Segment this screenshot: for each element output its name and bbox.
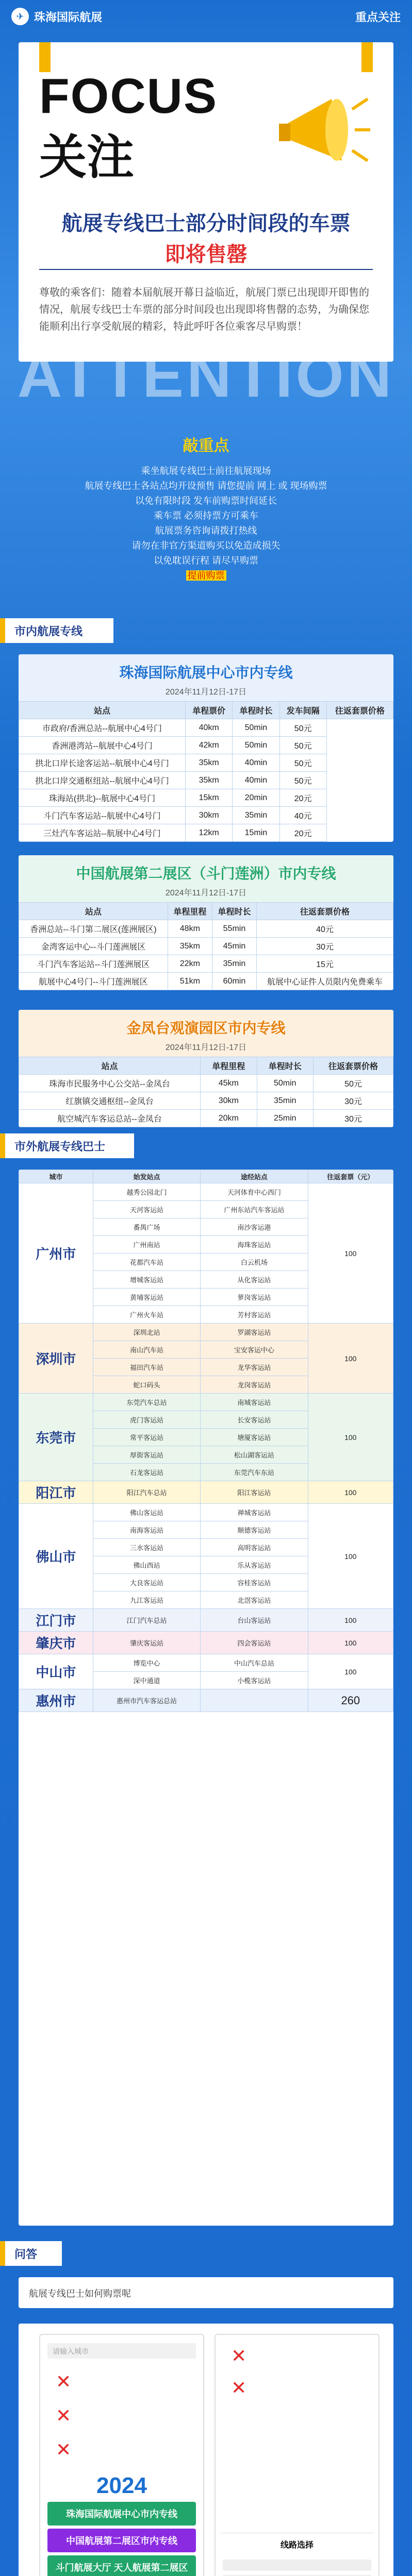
table-cell: 30元 <box>256 938 393 955</box>
table-cell: 50元 <box>279 737 326 754</box>
table-cell: 35km <box>186 772 233 789</box>
table-cell: 拱北口岸长途客运站--航展中心4号门 <box>19 754 186 772</box>
table-cell: 博览中心 <box>93 1654 200 1672</box>
price-cell: 100 <box>308 1632 393 1654</box>
table1-title: 珠海国际航展中心市内专线 <box>19 654 393 685</box>
city-cell: 广州市 <box>19 1183 93 1324</box>
table-cell: 50元 <box>314 1075 393 1092</box>
table-cell: 40min <box>233 754 279 772</box>
table-row <box>19 737 393 754</box>
table-cell: 金湾客运中心--斗门莲洲展区 <box>19 938 168 955</box>
table-cell: 惠州市汽车客运总站 <box>93 1689 200 1712</box>
table-row <box>19 772 393 789</box>
close-icon: ✕ <box>231 2345 247 2366</box>
table-cell: 红旗镇交通枢纽--金凤台 <box>19 1092 201 1110</box>
table-cell: 广州东站汽车客运站 <box>201 1201 308 1218</box>
table-cell: 50min <box>257 1075 313 1092</box>
table-row <box>19 938 393 955</box>
table-cell: 35min <box>233 807 279 824</box>
table-cell: 市政府/香洲总站--航展中心4号门 <box>19 719 186 737</box>
table-cell: 小榄客运站 <box>201 1672 308 1689</box>
table-row <box>19 1324 393 1341</box>
table-cell: 51km <box>168 973 212 990</box>
table-cell: 厚街客运站 <box>93 1446 200 1464</box>
table-cell: 常平客运站 <box>93 1429 200 1446</box>
table-header: 单程票价 <box>186 702 233 719</box>
table-cell: 50min <box>233 737 279 754</box>
table-cell: 35min <box>212 955 256 973</box>
pin-decoration <box>361 42 373 72</box>
table-row <box>19 1092 393 1110</box>
close-icon: ✕ <box>56 2371 72 2392</box>
table-header: 单程时长 <box>233 702 279 719</box>
table-cell: 广州南站 <box>93 1236 200 1253</box>
table-row <box>19 920 393 938</box>
price-cell: 100 <box>308 1183 393 1324</box>
hero-title-line2: 即将售罄 <box>164 243 248 266</box>
table-cell: 江门汽车总站 <box>93 1609 200 1632</box>
table-row <box>19 824 393 842</box>
table-row <box>19 1689 393 1712</box>
table-cell: 60min <box>212 973 256 990</box>
table-cell: 顺德客运站 <box>201 1521 308 1539</box>
table-cell: 拱北口岸交通枢纽站--航展中心4号门 <box>19 772 186 789</box>
table-cell: 45km <box>201 1075 257 1092</box>
table-cell: 罗湖客运站 <box>201 1324 308 1341</box>
table-row <box>19 1183 393 1201</box>
key-line: 以免耽误行程 请尽早购票 <box>154 555 258 566</box>
table-cell: 台山客运站 <box>201 1609 308 1632</box>
table-cell: 东莞汽车总站 <box>93 1394 200 1411</box>
city-cell: 东莞市 <box>19 1394 93 1481</box>
table-cell: 宝安客运中心 <box>201 1341 308 1359</box>
notice-text: 尊敬的乘客们：随着本届航展开幕日益临近，航展门票已出现即开即售的情况，航展专线巴士车票的部分时间段也出现即将售罄的态势，为确保您能顺利出行享受航展的精彩，特此呼吁各位乘客尽早购票！ <box>39 287 369 332</box>
table-cell: 55min <box>212 920 256 938</box>
table2-title: 中国航展第二展区（斗门莲洲）市内专线 <box>19 855 393 886</box>
table-cell: 乐从客运站 <box>201 1556 308 1574</box>
table-header: 单程时长 <box>257 1057 313 1075</box>
table-cell: 南城客运站 <box>201 1394 308 1411</box>
table-cell: 花都汽车站 <box>93 1253 200 1271</box>
table2-subtitle: 2024年11月12日-17日 <box>19 886 393 902</box>
table-header: 站点 <box>19 903 168 920</box>
table-cell: 佛山西站 <box>93 1556 200 1574</box>
focus-tag: 重点关注 <box>355 10 401 24</box>
banner-year: 2024 <box>96 2473 147 2498</box>
table-cell: 斗门汽车客运站--斗门莲洲展区 <box>19 955 168 973</box>
table-cell: 15元 <box>256 955 393 973</box>
top-bar <box>0 0 412 33</box>
outer-table <box>19 1170 393 1712</box>
price-cell: 100 <box>308 1394 393 1481</box>
table-row <box>19 1504 393 1521</box>
city-cell: 江门市 <box>19 1609 93 1632</box>
guanzhu-heading: 关注 <box>39 131 135 184</box>
table-cell: 容桂客运站 <box>201 1574 308 1591</box>
city-cell: 佛山市 <box>19 1504 93 1609</box>
table-header: 单程里程 <box>201 1057 257 1075</box>
section-city-bar: 市内航展专线 <box>0 618 113 643</box>
key-line: 航展专线巴士各站点均开设预售 请您提前 网上 或 现场购票 <box>85 481 327 491</box>
table-cell: 50元 <box>279 754 326 772</box>
table-cell: 航展中心证件人员限内免费乘车 <box>256 973 393 990</box>
table-cell: 22km <box>168 955 212 973</box>
key-line: 乘车票 必须持票方可乘车 <box>154 511 258 521</box>
table-cell: 50元 <box>279 772 326 789</box>
table-cell: 海珠客运站 <box>201 1236 308 1253</box>
table-cell: 肇庆客运站 <box>93 1632 200 1654</box>
table-cell: 40元 <box>279 807 326 824</box>
table-row <box>19 789 393 807</box>
table-cell: 长安客运站 <box>201 1411 308 1429</box>
table2 <box>19 902 393 990</box>
table-cell: 南山汽车站 <box>93 1341 200 1359</box>
close-icon: ✕ <box>56 2439 72 2460</box>
city-cell: 肇庆市 <box>19 1632 93 1654</box>
table-cell: 50min <box>233 719 279 737</box>
table-cell: 龙岗客运站 <box>201 1376 308 1394</box>
table-cell: 四会客运站 <box>201 1632 308 1654</box>
route-option-3[interactable]: 斗门航展大厅 天人航展第二展区 <box>47 2555 196 2576</box>
section-qa-bar: 问答 <box>0 2241 62 2266</box>
table-cell: 48km <box>168 920 212 938</box>
price-cell: 100 <box>308 1481 393 1504</box>
table-cell: 30km <box>201 1092 257 1110</box>
table-header: 往返套票价格 <box>326 702 393 719</box>
table-cell: 芳村客运站 <box>201 1306 308 1324</box>
table-row <box>19 1654 393 1672</box>
table-row <box>19 973 393 990</box>
outer-table-card <box>19 1170 393 2226</box>
attention-watermark: ATTENTION <box>17 341 395 410</box>
table-cell: 40min <box>233 772 279 789</box>
table-row <box>19 807 393 824</box>
table-cell: 40km <box>186 719 233 737</box>
focus-heading: FOCUS <box>39 69 218 124</box>
table-cell: 萝岗客运站 <box>201 1289 308 1306</box>
table-row <box>19 1609 393 1632</box>
table-cell: 阳江客运站 <box>201 1481 308 1504</box>
panel-title: 线路选择 <box>221 2533 373 2555</box>
table-cell: 35min <box>257 1092 313 1110</box>
divider <box>39 269 373 270</box>
table-cell: 42km <box>186 737 233 754</box>
table-header: 往返套票（元） <box>308 1170 393 1183</box>
table-cell: 斗门汽车客运站--航展中心4号门 <box>19 807 186 824</box>
table-header: 站点 <box>19 1057 201 1075</box>
city-cell: 中山市 <box>19 1654 93 1689</box>
table-cell: 35km <box>168 938 212 955</box>
section-outer-bar: 市外航展专线巴士 <box>0 1133 134 1158</box>
table-row <box>19 719 393 737</box>
table-cell: 20min <box>233 789 279 807</box>
table-cell: 广州火车站 <box>93 1306 200 1324</box>
table-cell: 30元 <box>314 1092 393 1110</box>
table-cell: 航展中心4号门--斗门莲洲展区 <box>19 973 168 990</box>
price-cell: 100 <box>308 1654 393 1689</box>
route-option-2[interactable]: 中国航展第二展区市内专线 <box>47 2529 196 2552</box>
table-cell: 35km <box>186 754 233 772</box>
table-row <box>19 955 393 973</box>
table-cell: 25min <box>257 1110 313 1127</box>
table-header: 发车间隔 <box>279 702 326 719</box>
panel-row[interactable] <box>223 2560 371 2571</box>
brand-name: 珠海国际航展 <box>34 10 103 24</box>
hero-card <box>19 42 393 362</box>
table-cell: 珠海站(拱北)--航展中心4号门 <box>19 789 186 807</box>
megaphone-icon <box>270 78 373 181</box>
table-cell: 阳江汽车总站 <box>93 1481 200 1504</box>
table-cell: 12km <box>186 824 233 842</box>
table-cell: 20元 <box>279 824 326 842</box>
price-cell: 100 <box>308 1609 393 1632</box>
table-header: 始发站点 <box>93 1170 200 1183</box>
table-cell: 三水客运站 <box>93 1539 200 1556</box>
table-cell: 30元 <box>314 1110 393 1127</box>
search-input[interactable]: 请输入城市 <box>47 2343 196 2359</box>
table3-title: 金凤台观演园区市内专线 <box>19 1010 393 1041</box>
table-cell: 北滘客运站 <box>201 1591 308 1609</box>
table-cell: 南沙客运港 <box>201 1218 308 1236</box>
table-cell: 南海客运站 <box>93 1521 200 1539</box>
table-cell: 30km <box>186 807 233 824</box>
price-cell: 260 <box>308 1689 393 1712</box>
table-cell: 珠海市民服务中心公交站--金凤台 <box>19 1075 201 1092</box>
table-cell: 东莞汽车东站 <box>201 1464 308 1481</box>
table-cell: 45min <box>212 938 256 955</box>
table-cell: 松山湖客运站 <box>201 1446 308 1464</box>
table-cell: 香洲总站--斗门第二展区(莲洲展区) <box>19 920 168 938</box>
table-cell <box>201 1689 308 1712</box>
table-header: 途经站点 <box>201 1170 308 1183</box>
table-row <box>19 1632 393 1654</box>
table-cell: 深圳北站 <box>93 1324 200 1341</box>
table3-subtitle: 2024年11月12日-17日 <box>19 1041 393 1057</box>
table-cell: 航空城汽车客运总站--金凤台 <box>19 1110 201 1127</box>
table-cell: 50元 <box>279 719 326 737</box>
table-cell: 40元 <box>256 920 393 938</box>
table-header: 单程里程 <box>168 903 212 920</box>
table-cell: 虎门客运站 <box>93 1411 200 1429</box>
table-row <box>19 1075 393 1092</box>
table-cell: 越秀公园北门 <box>93 1183 200 1201</box>
table-cell: 九江客运站 <box>93 1591 200 1609</box>
table-card-3 <box>19 1010 393 1127</box>
city-cell: 惠州市 <box>19 1689 93 1712</box>
table-cell: 15km <box>186 789 233 807</box>
table-row <box>19 1394 393 1411</box>
brand-logo-icon: ✈ <box>11 8 29 25</box>
city-cell: 深圳市 <box>19 1324 93 1394</box>
key-line: 请勿在非官方渠道购买以免造成损失 <box>131 540 281 551</box>
table-cell: 龙华客运站 <box>201 1359 308 1376</box>
table-cell: 香洲港湾站--航展中心4号门 <box>19 737 186 754</box>
table-header: 城市 <box>19 1170 93 1183</box>
table-cell: 番禺广场 <box>93 1218 200 1236</box>
table-cell: 20元 <box>279 789 326 807</box>
table1 <box>19 701 393 842</box>
table-cell: 蛇口码头 <box>93 1376 200 1394</box>
phone-screen-right <box>215 2334 380 2576</box>
table-cell: 白云机场 <box>201 1253 308 1271</box>
table-cell: 大良客运站 <box>93 1574 200 1591</box>
route-option-1[interactable]: 珠海国际航展中心市内专线 <box>47 2502 196 2526</box>
table-row <box>19 754 393 772</box>
key-points-title: 敲重点 <box>183 437 229 454</box>
table-row <box>19 1110 393 1127</box>
table-cell: 增城客运站 <box>93 1271 200 1289</box>
table-cell: 20km <box>201 1110 257 1127</box>
table-cell: 福田汽车站 <box>93 1359 200 1376</box>
table-header: 往返套票价格 <box>314 1057 393 1075</box>
table-cell: 禅城客运站 <box>201 1504 308 1521</box>
table-cell: 天河体育中心西门 <box>201 1183 308 1201</box>
screens-card <box>19 2324 393 2576</box>
table-cell: 佛山客运站 <box>93 1504 200 1521</box>
table-cell: 天河客运站 <box>93 1201 200 1218</box>
hero-title-line1: 航展专线巴士部分时间段的车票 <box>61 212 351 235</box>
phone-screen-left <box>39 2334 204 2576</box>
table-card-1 <box>19 654 393 842</box>
key-points-list <box>72 464 340 583</box>
price-cell: 100 <box>308 1504 393 1609</box>
table3 <box>19 1057 393 1127</box>
table-cell: 石龙客运站 <box>93 1464 200 1481</box>
table-header: 往返套票价格 <box>256 903 393 920</box>
table-header: 单程时长 <box>212 903 256 920</box>
table-card-2 <box>19 855 393 990</box>
key-line: 航展票务咨询请拨打热线 <box>155 526 257 536</box>
table-row <box>19 1481 393 1504</box>
table-cell: 高明客运站 <box>201 1539 308 1556</box>
table-cell: 三灶汽车客运站--航展中心4号门 <box>19 824 186 842</box>
qa-line: 航展专线巴士如何购票呢 <box>19 2277 393 2308</box>
close-icon: ✕ <box>231 2377 247 2398</box>
city-cell: 阳江市 <box>19 1481 93 1504</box>
table-cell: 黄埔客运站 <box>93 1289 200 1306</box>
close-icon: ✕ <box>56 2405 72 2426</box>
price-cell: 100 <box>308 1324 393 1394</box>
table1-subtitle: 2024年11月12日-17日 <box>19 685 393 701</box>
key-line: 以免有限时段 发车前购票时间延长 <box>135 496 277 506</box>
table-cell: 深中通道 <box>93 1672 200 1689</box>
table-cell: 15min <box>233 824 279 842</box>
table-cell: 塘厦客运站 <box>201 1429 308 1446</box>
table-cell: 中山汽车总站 <box>201 1654 308 1672</box>
table-cell: 从化客运站 <box>201 1271 308 1289</box>
key-highlight: 提前购票 <box>186 570 226 581</box>
table-header: 站点 <box>19 702 186 719</box>
key-line: 乘坐航展专线巴士前往航展现场 <box>141 466 271 476</box>
